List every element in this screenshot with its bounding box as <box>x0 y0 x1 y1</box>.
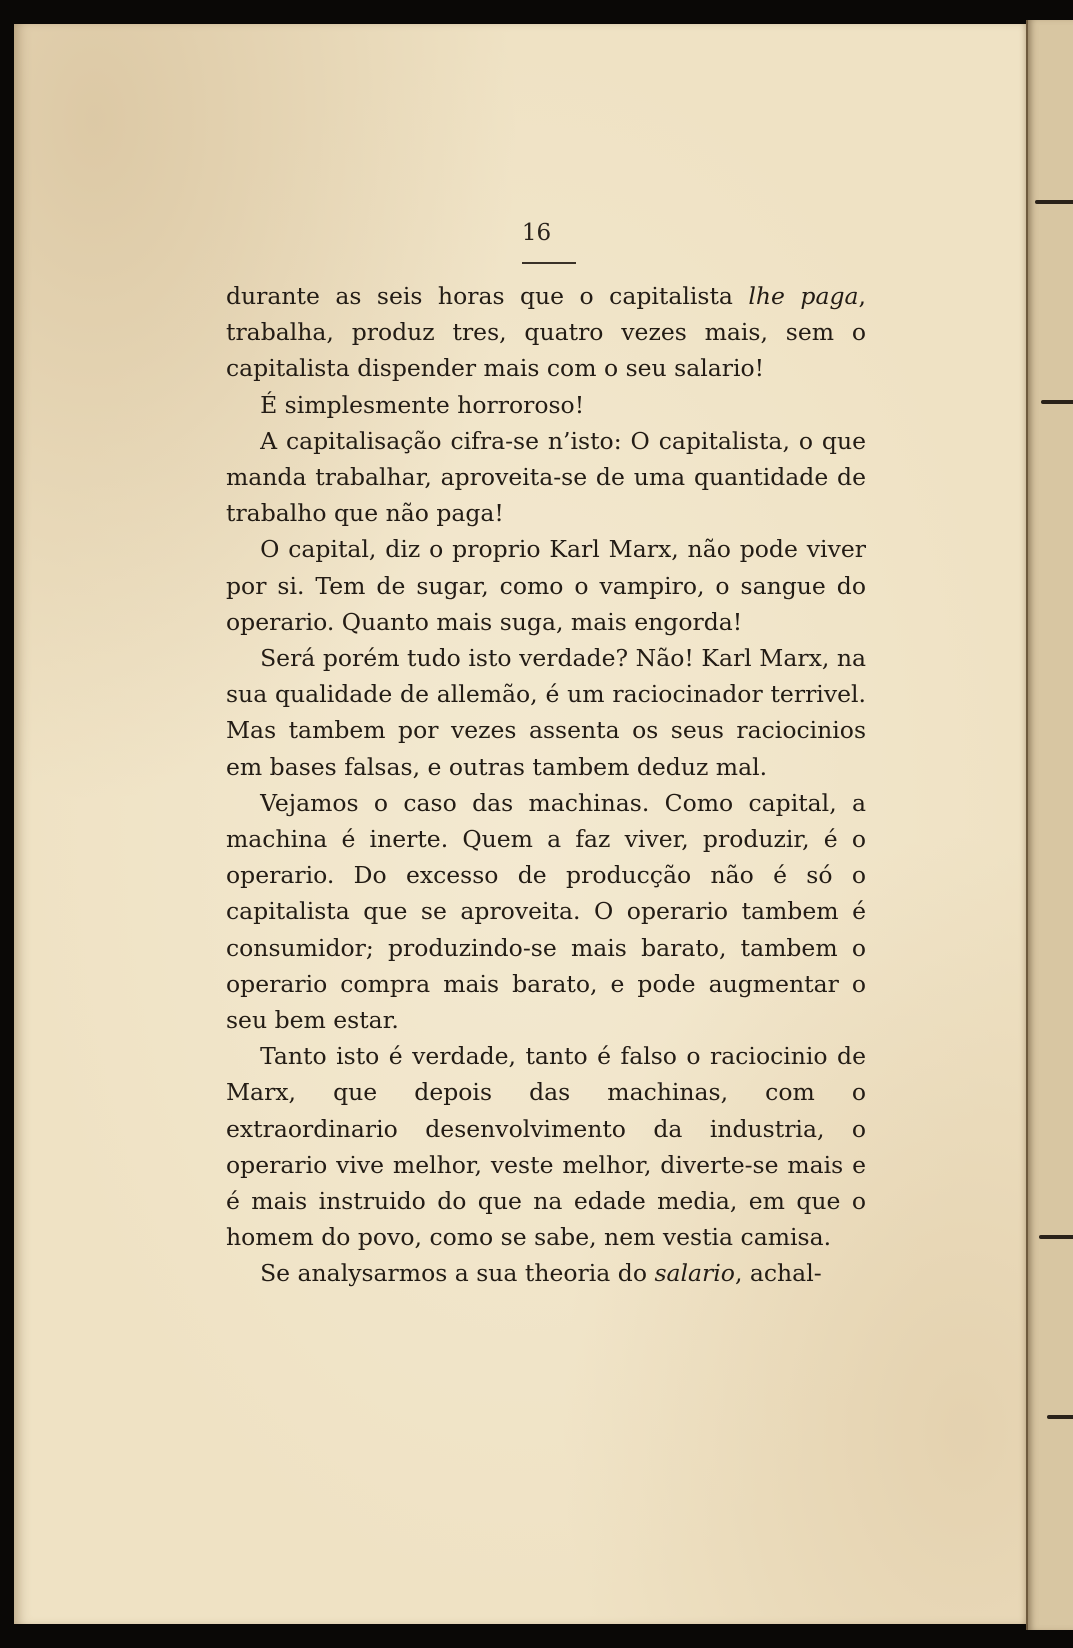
paragraph <box>226 423 866 532</box>
binding-stitch <box>1041 400 1073 404</box>
paragraph <box>226 531 866 640</box>
text-run: Se analysarmos a sua theoria do <box>260 1259 655 1288</box>
binding-stitch <box>1035 200 1073 204</box>
header-rule <box>522 262 576 264</box>
body-text <box>226 278 866 1292</box>
text-run: Vejamos o caso das machinas. Como capital, a machina é inerte. Quem a faz viver, produzir, é o operario. Do excesso de producção não é só o capitalista que se aproveita. O operario tambem é consumidor; produzindo-se mais barato, tambem o operario compra mais barato, e pode augmentar o seu bem estar. <box>226 788 866 1035</box>
paragraph <box>226 640 866 785</box>
text-run: É simplesmente horroroso! <box>260 390 585 419</box>
italic-text: lhe paga <box>748 282 859 310</box>
text-run: , achal- <box>734 1259 822 1288</box>
paragraph <box>226 1255 866 1291</box>
text-run: durante as seis horas que o capitalista <box>226 282 749 310</box>
text-run: Tanto isto é verdade, tanto é falso o raciocinio de Marx, que depois das machinas, com o extraordinario desenvolvimento da industria, o operario vive melhor, veste melhor, diverte-se mais e é mais instruido do que na edade media, em que o homem do povo, como se sabe, nem vestia camisa. <box>226 1042 866 1252</box>
italic-text: salario <box>654 1259 735 1288</box>
paragraph <box>226 278 866 387</box>
binding-stitch <box>1039 1235 1073 1239</box>
text-run: Será porém tudo isto verdade? Não! Karl Marx, na sua qualidade de allemão, é um raciocinador terrivel. Mas tambem por vezes assenta os seus raciocinios em bases falsas, e outras tambem deduz mal. <box>226 644 866 781</box>
text-run: A capitalisação cifra-se n’isto: O capitalista, o que manda trabalhar, aproveita-se de uma quantidade de trabalho que não paga! <box>226 426 866 528</box>
paragraph <box>226 785 866 1038</box>
adjacent-page-edge <box>1026 20 1073 1630</box>
binding-stitch <box>1047 1415 1073 1419</box>
page-number: 16 <box>521 220 552 246</box>
text-run: O capital, diz o proprio Karl Marx, não pode viver por si. Tem de sugar, como o vampiro, o sangue do operario. Quanto mais suga, mais engorda! <box>226 535 866 636</box>
paragraph <box>226 1038 866 1255</box>
paragraph <box>226 387 866 423</box>
text-run: , trabalha, produz tres, quatro vezes mais, sem o capitalista dispender mais com o seu salario! <box>226 282 866 383</box>
